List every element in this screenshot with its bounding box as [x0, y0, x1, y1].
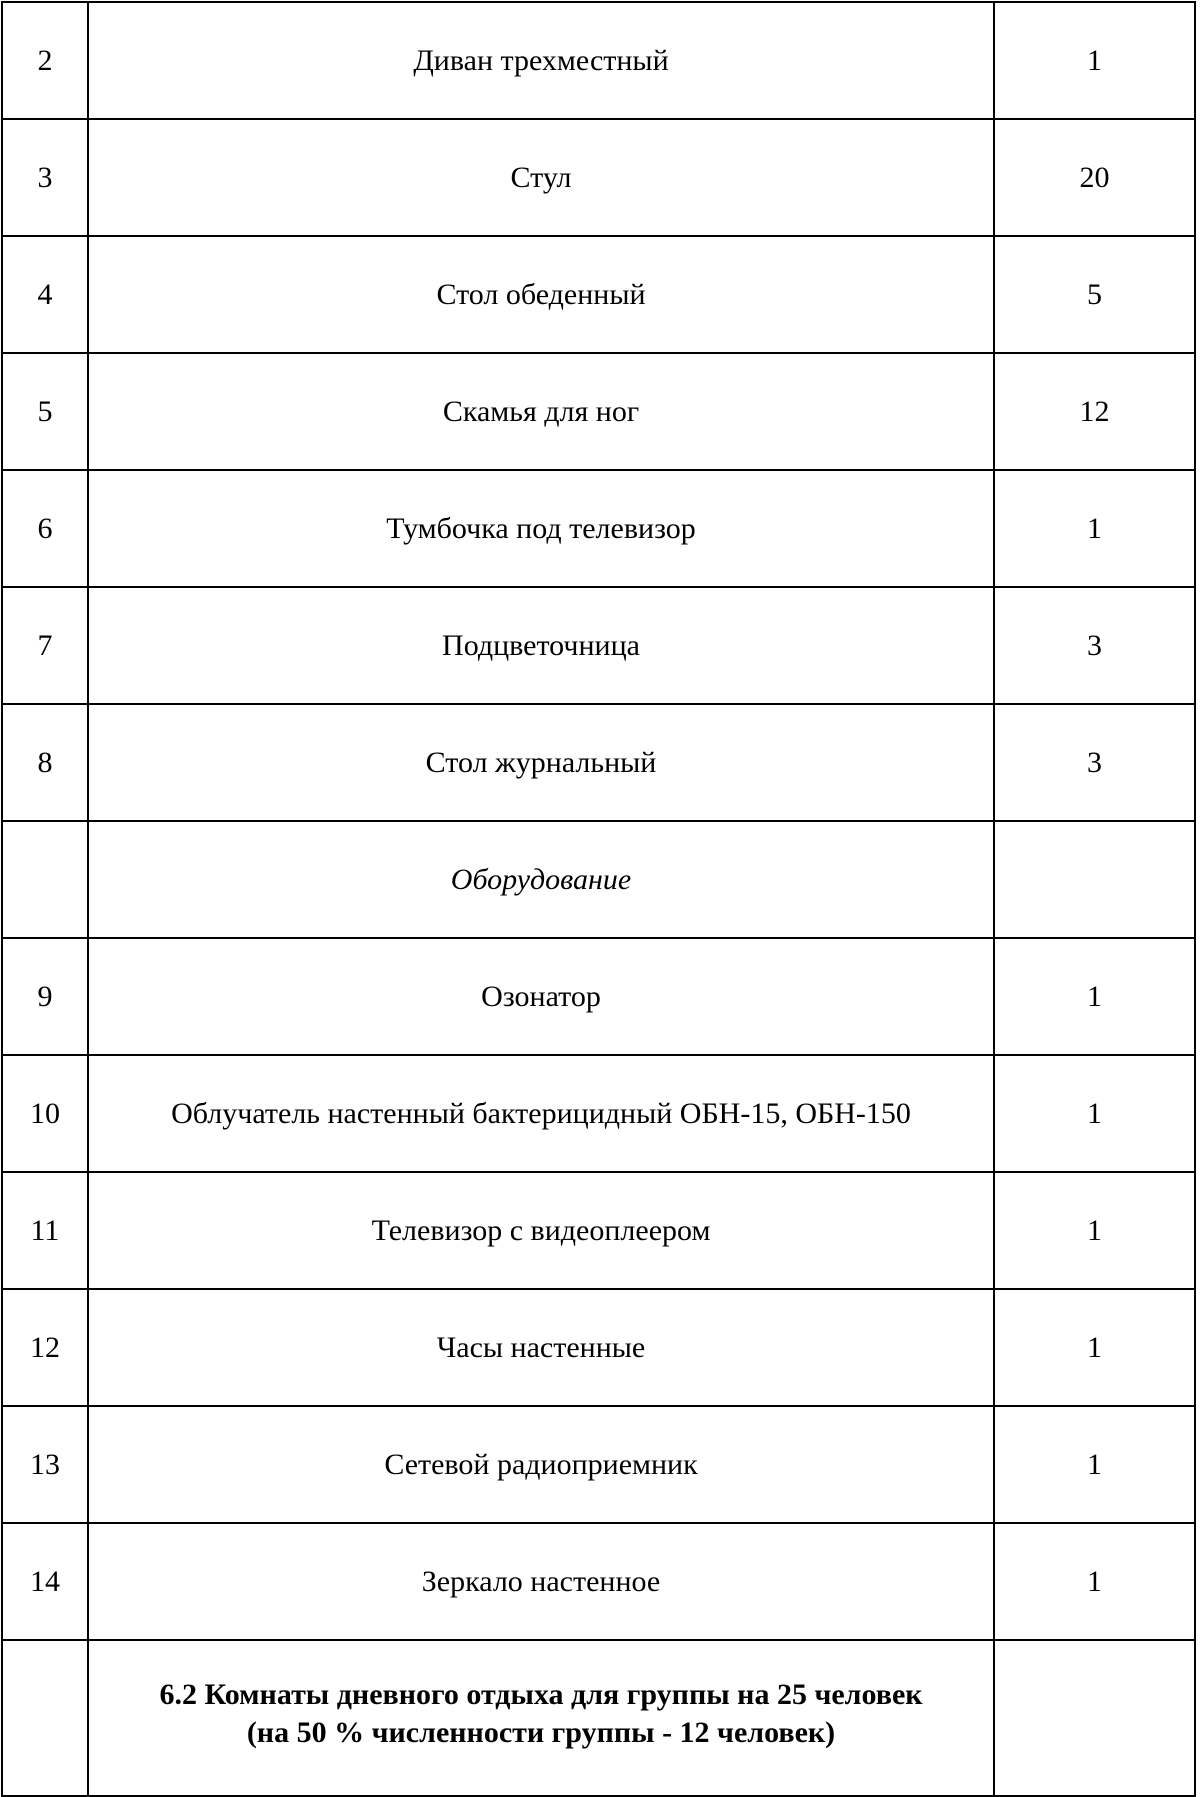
row-number: 13	[2, 1406, 88, 1523]
table-row	[2, 1172, 1195, 1289]
row-number: 4	[2, 236, 88, 353]
item-name: Сетевой радиоприемник	[88, 1406, 994, 1523]
item-name: Стол обеденный	[88, 236, 994, 353]
item-name: Часы настенные	[88, 1289, 994, 1406]
item-name: Диван трехместный	[88, 2, 994, 119]
item-quantity: 1	[994, 1523, 1195, 1640]
table-row	[2, 1406, 1195, 1523]
item-quantity: 1	[994, 1289, 1195, 1406]
row-number: 8	[2, 704, 88, 821]
table-row	[2, 2, 1195, 119]
item-quantity: 1	[994, 1406, 1195, 1523]
table-row	[2, 1523, 1195, 1640]
item-name: Подцветочница	[88, 587, 994, 704]
item-quantity: 1	[994, 1172, 1195, 1289]
item-quantity: 1	[994, 938, 1195, 1055]
row-number	[2, 821, 88, 938]
item-name: Стол журнальный	[88, 704, 994, 821]
table-row	[2, 587, 1195, 704]
row-number: 9	[2, 938, 88, 1055]
item-quantity: 1	[994, 2, 1195, 119]
item-quantity	[994, 821, 1195, 938]
section-heading	[88, 1640, 994, 1796]
row-number: 6	[2, 470, 88, 587]
item-name: Стул	[88, 119, 994, 236]
table-row	[2, 938, 1195, 1055]
row-number: 7	[2, 587, 88, 704]
row-number: 12	[2, 1289, 88, 1406]
item-name: Телевизор с видеоплеером	[88, 1172, 994, 1289]
item-quantity: 3	[994, 587, 1195, 704]
item-quantity: 12	[994, 353, 1195, 470]
item-quantity: 5	[994, 236, 1195, 353]
item-name: Облучатель настенный бактерицидный ОБН-15, ОБН-150	[88, 1055, 994, 1172]
table-row	[2, 236, 1195, 353]
row-number: 5	[2, 353, 88, 470]
section-heading-line-1: 6.2 Комнаты дневного отдыха для группы на 25 человек	[159, 1678, 923, 1711]
empty-cell	[2, 1640, 88, 1796]
item-name: Скамья для ног	[88, 353, 994, 470]
empty-cell	[994, 1640, 1195, 1796]
row-number: 10	[2, 1055, 88, 1172]
item-quantity: 1	[994, 470, 1195, 587]
section-heading-line-2: (на 50 % численности группы - 12 человек)	[246, 1716, 836, 1749]
item-name: Озонатор	[88, 938, 994, 1055]
item-quantity: 3	[994, 704, 1195, 821]
table-row	[2, 353, 1195, 470]
table-row	[2, 119, 1195, 236]
equipment-table	[1, 1, 1196, 1797]
row-number: 14	[2, 1523, 88, 1640]
item-quantity: 1	[994, 1055, 1195, 1172]
item-name: Зеркало настенное	[88, 1523, 994, 1640]
subsection-row	[2, 821, 1195, 938]
item-name: Тумбочка под телевизор	[88, 470, 994, 587]
row-number: 11	[2, 1172, 88, 1289]
table-row	[2, 1055, 1195, 1172]
item-quantity: 20	[994, 119, 1195, 236]
section-heading-row	[2, 1640, 1195, 1796]
row-number: 3	[2, 119, 88, 236]
table-row	[2, 470, 1195, 587]
row-number: 2	[2, 2, 88, 119]
table-row	[2, 1289, 1195, 1406]
table-row	[2, 704, 1195, 821]
subsection-label: Оборудование	[88, 821, 994, 938]
